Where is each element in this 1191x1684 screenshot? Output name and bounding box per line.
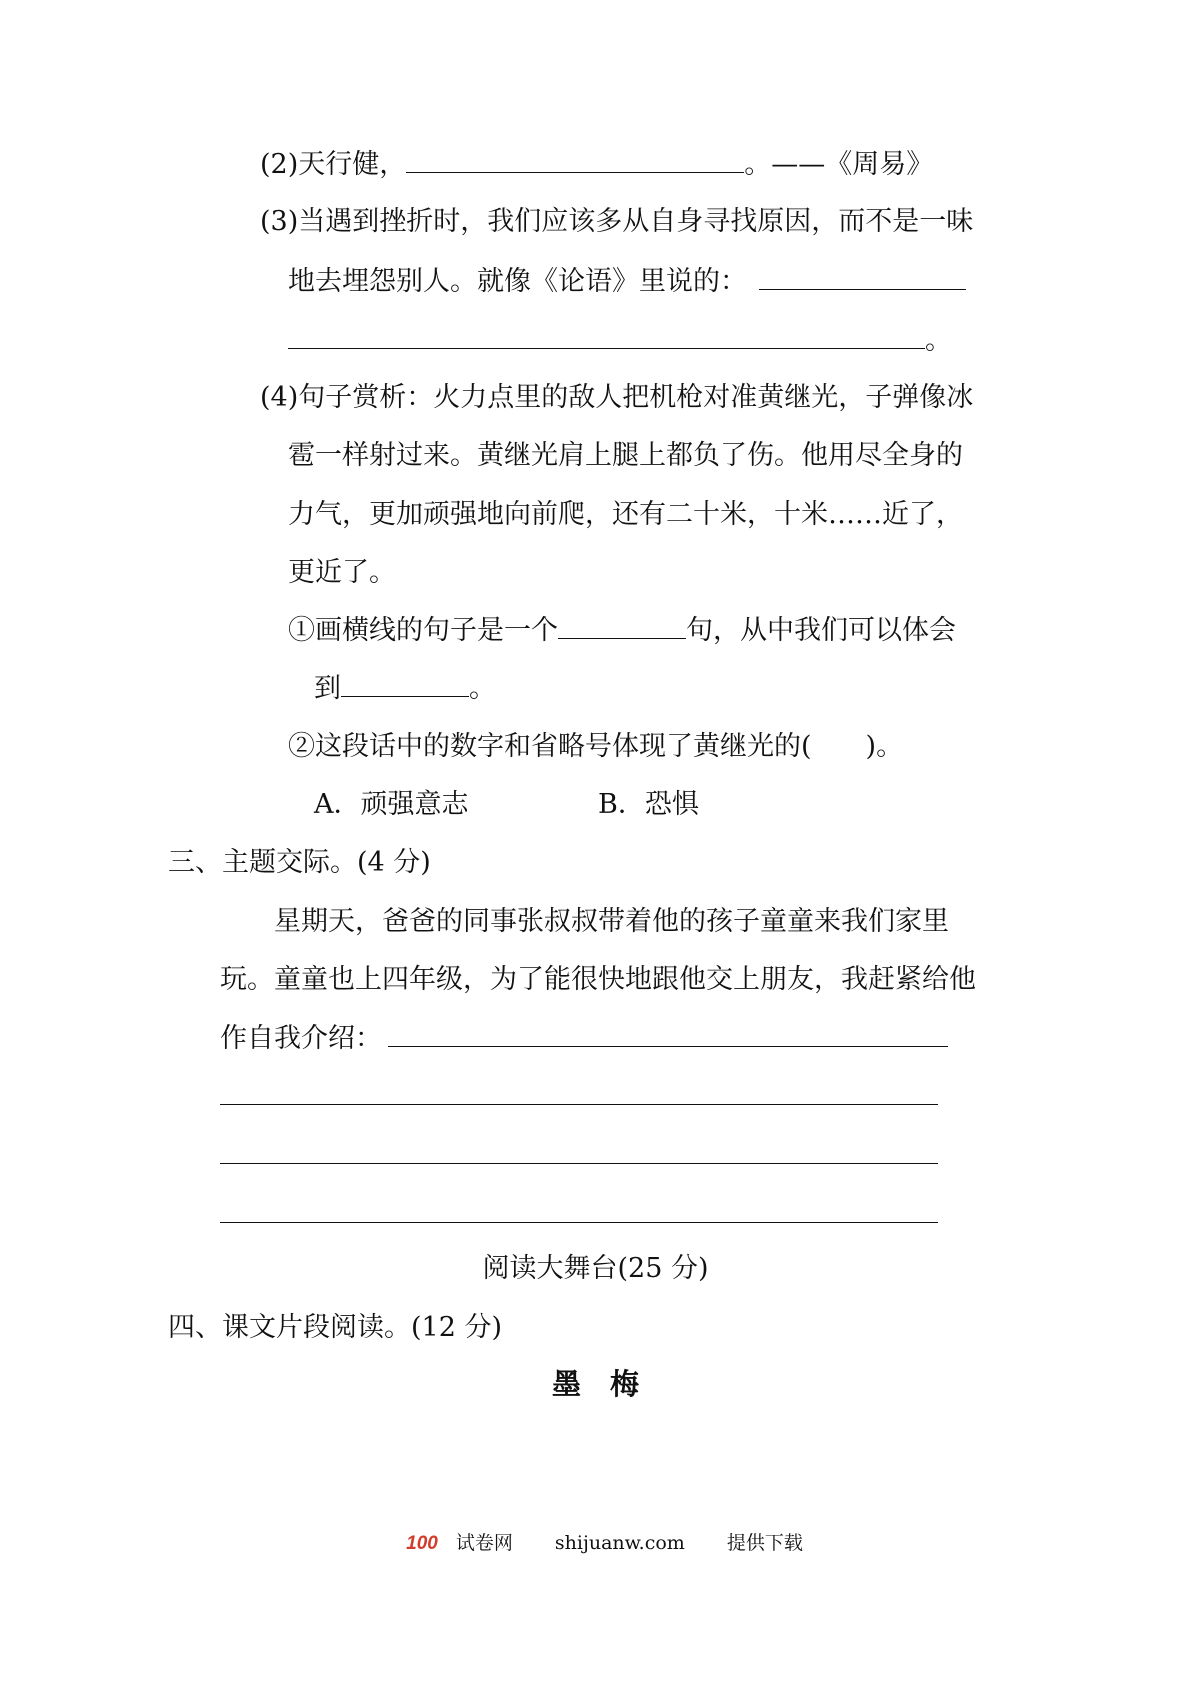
section-4-title: 四、课文片段阅读。(12 分) [168, 1312, 503, 1343]
section-3-para-3 [220, 1020, 948, 1057]
poem-title: 墨 梅 [551, 1367, 639, 1401]
question-4-line-2: 雹一样射过来。黄继光肩上腿上都负了伤。他用尽全身的 [288, 440, 963, 471]
question-3-line-3 [288, 322, 952, 359]
q3-answer-blank-2[interactable] [288, 322, 925, 349]
question-3-line-2 [288, 263, 966, 300]
footer-site[interactable]: shijuanw.com [554, 1532, 685, 1554]
self-intro-blank-4[interactable] [220, 1222, 938, 1223]
question-4-sub-1 [288, 612, 956, 649]
self-intro-blank-2[interactable] [220, 1104, 938, 1105]
section-3-title: 三、主题交际。(4 分) [168, 847, 431, 878]
self-intro-blank-3[interactable] [220, 1163, 938, 1164]
self-intro-blank-1[interactable] [388, 1020, 948, 1047]
section-3-prompt: 作自我介绍： [220, 1023, 382, 1054]
footer-brand-text: 试卷网 [455, 1532, 513, 1554]
reading-section-title: 阅读大舞台(25 分) [482, 1253, 709, 1284]
option-a[interactable]: A．顽强意志 [314, 789, 469, 820]
question-4-sub-1-cont [314, 670, 496, 707]
brand-logo-icon: 100 [406, 1533, 438, 1554]
q4-sentence-type-blank[interactable] [558, 612, 686, 639]
q4-feeling-blank[interactable] [341, 670, 469, 697]
q3-answer-blank-1[interactable] [759, 263, 966, 290]
question-4-line-3: 力气，更加顽强地向前爬，还有二十米，十米……近了， [288, 499, 963, 530]
section-3-para-2: 玩。童童也上四年级，为了能很快地跟他交上朋友，我赶紧给他 [220, 964, 976, 995]
q2-text: (2)天行健， [260, 149, 407, 180]
section-3-para-1: 星期天，爸爸的同事张叔叔带着他的孩子童童来我们家里 [274, 906, 949, 937]
q2-source: 。——《周易》 [744, 149, 934, 180]
q4-sub1-period: 。 [469, 673, 496, 704]
footer-watermark [0, 1528, 1191, 1555]
question-4-sub-2: ②这段话中的数字和省略号体现了黄继光的( )。 [288, 731, 904, 762]
q3-text: 地去埋怨别人。就像《论语》里说的： [288, 266, 747, 297]
option-b[interactable]: B．恐惧 [598, 789, 699, 820]
q3-period: 。 [925, 325, 952, 356]
question-4-line-1: (4)句子赏析：火力点里的敌人把机枪对准黄继光，子弹像冰 [260, 382, 974, 413]
question-3-line-1: (3)当遇到挫折时，我们应该多从自身寻找原因，而不是一味 [260, 206, 974, 237]
question-2 [260, 146, 933, 183]
q4-sub1-text-2: 句，从中我们可以体会 [686, 615, 956, 646]
q4-sub1-text: ①画横线的句子是一个 [288, 615, 558, 646]
footer-note: 提供下载 [726, 1532, 803, 1554]
footer-brand [388, 1532, 513, 1554]
q4-sub1-text-3: 到 [314, 673, 341, 704]
q2-answer-blank[interactable] [406, 146, 744, 173]
question-4-line-4: 更近了。 [288, 557, 396, 588]
